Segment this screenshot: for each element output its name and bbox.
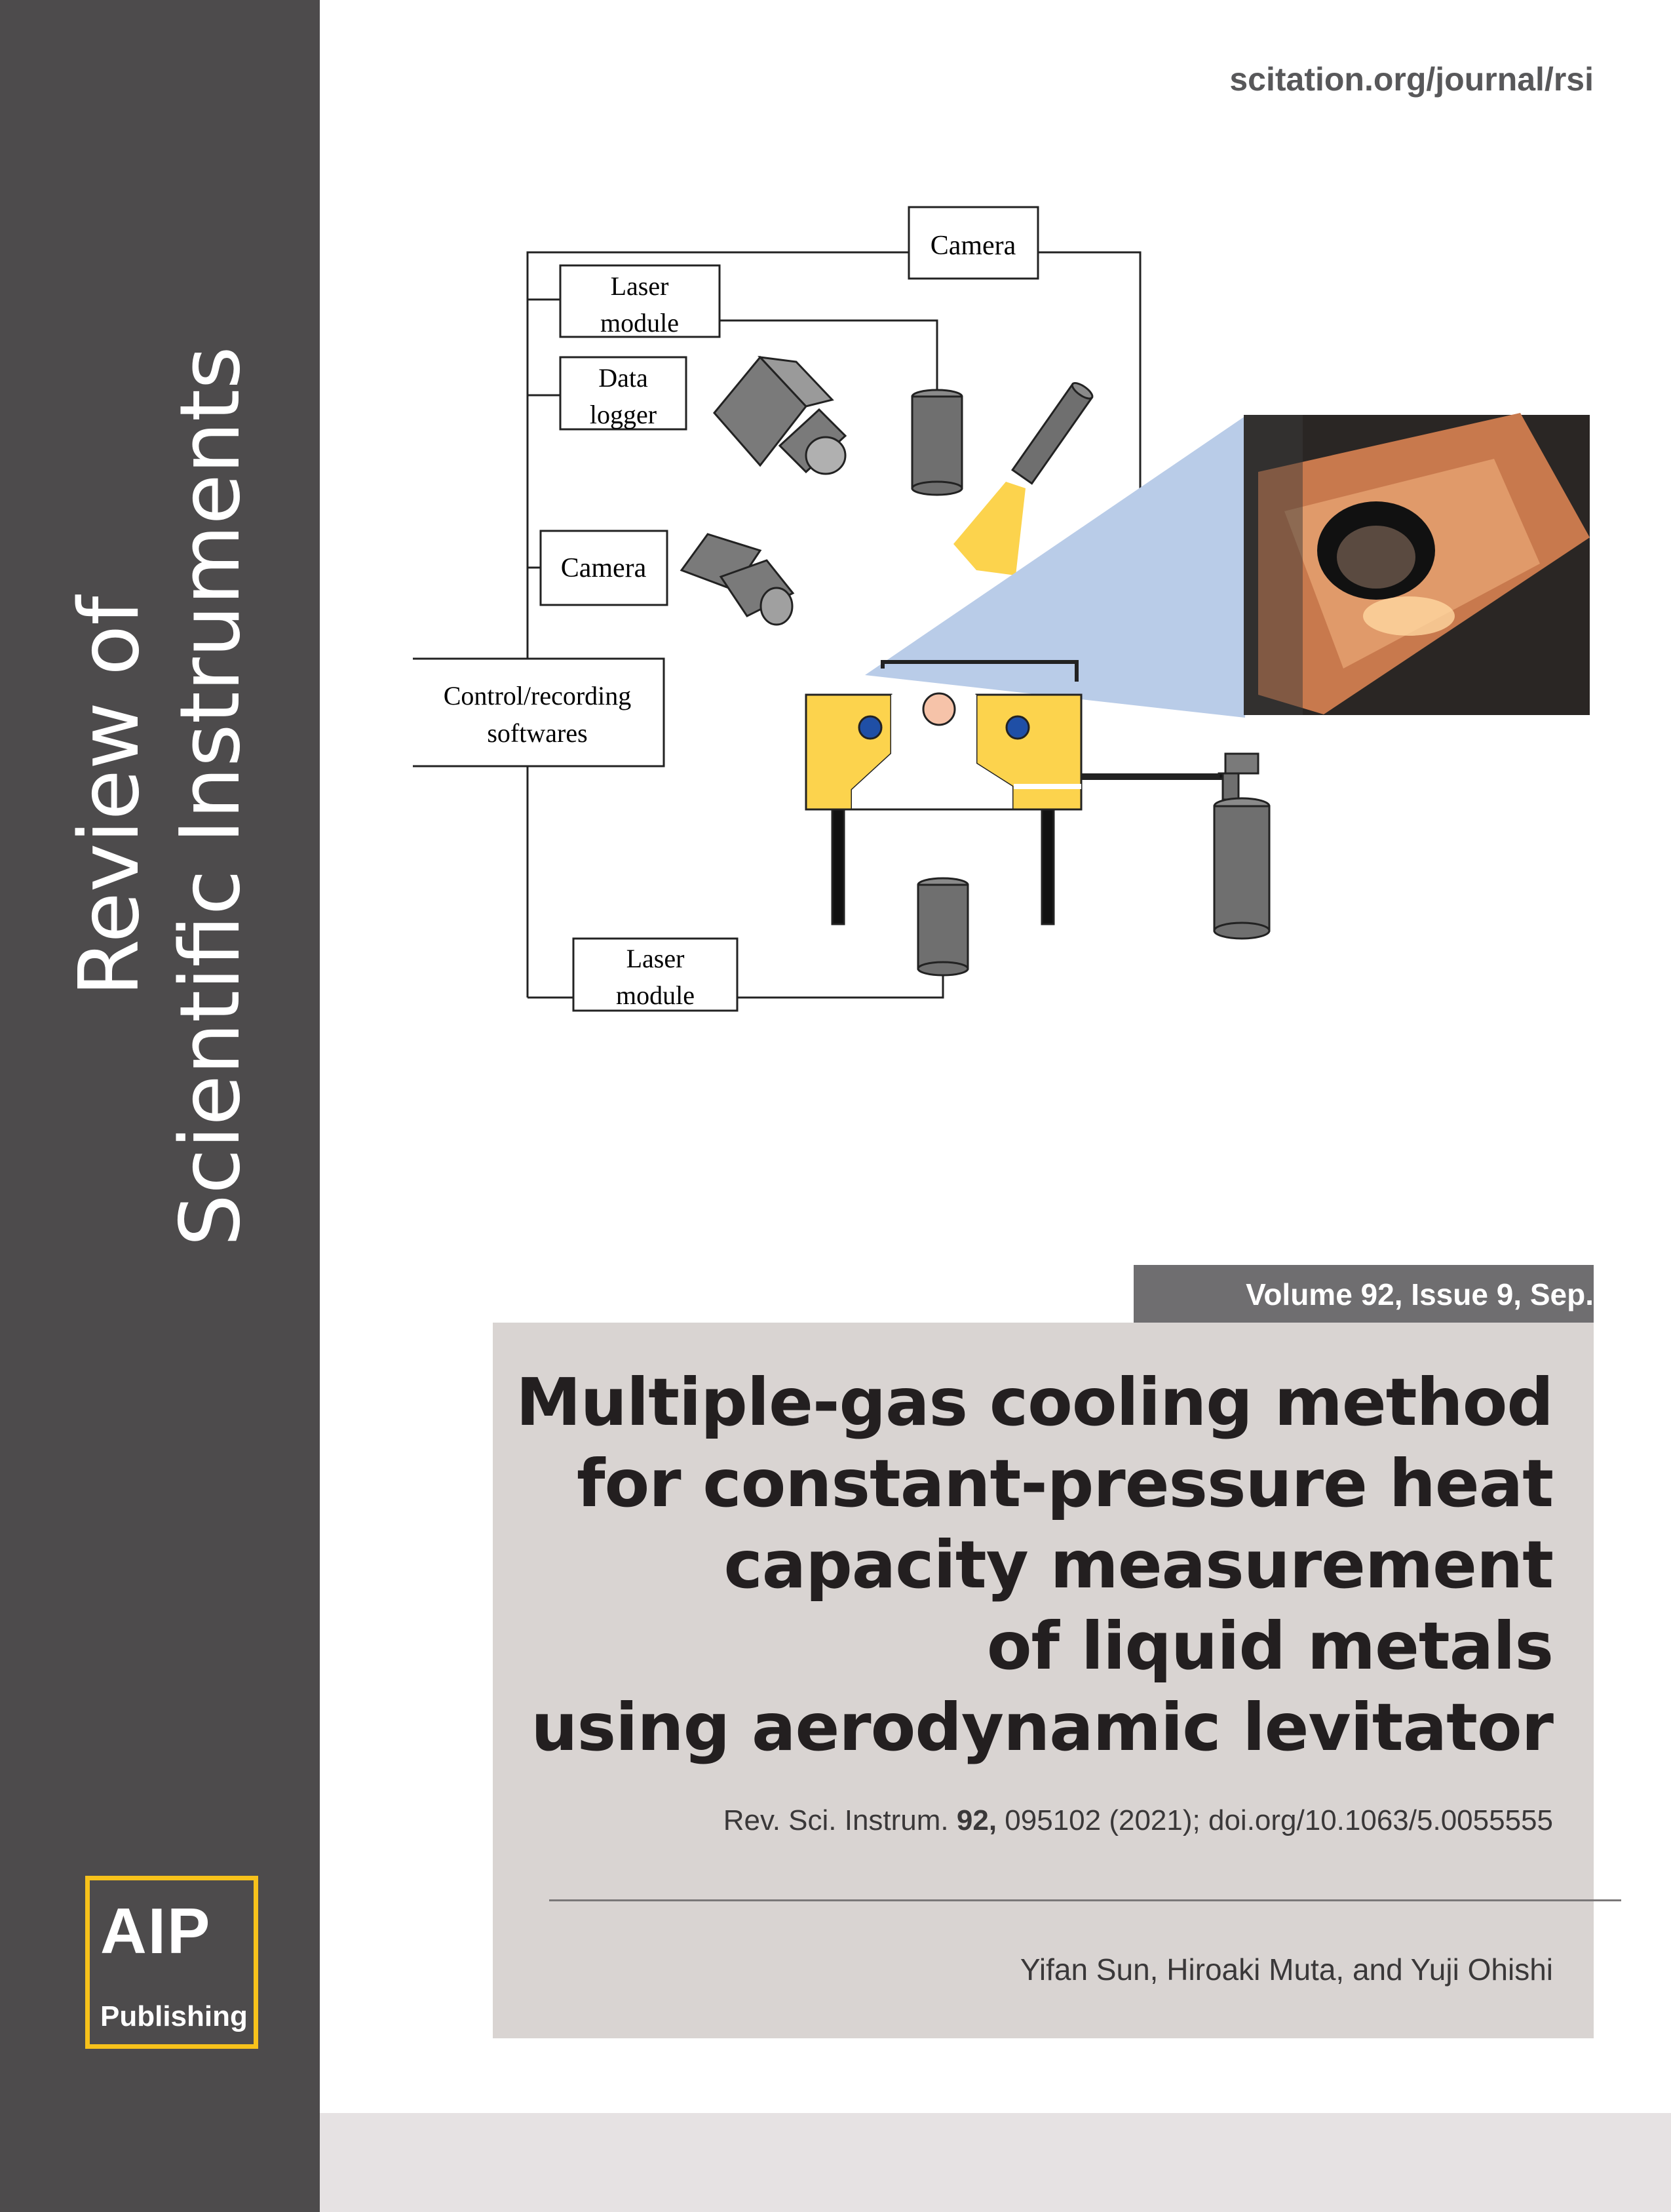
journal-url[interactable]: scitation.org/journal/rsi bbox=[1229, 61, 1594, 98]
aip-logo-text: AIP bbox=[100, 1895, 212, 1967]
article-title-line: of liquid metals bbox=[986, 1608, 1553, 1684]
laser-bottom-label-2: module bbox=[616, 980, 695, 1010]
aip-publishing-logo[interactable] bbox=[85, 1876, 258, 2049]
footer-band bbox=[320, 2113, 1671, 2212]
camera-side-box bbox=[541, 531, 667, 605]
laser-bottom-label-1: Laser bbox=[626, 944, 685, 973]
levitator-photo bbox=[1244, 413, 1590, 715]
divider bbox=[549, 1899, 1621, 1901]
citation-suffix: 095102 (2021); doi.org/10.1063/5.0055555 bbox=[997, 1804, 1553, 1836]
pyrometer-bottom-icon bbox=[918, 878, 968, 975]
camera-side-label: Camera bbox=[560, 553, 647, 583]
article-authors: Yifan Sun, Hiroaki Muta, and Yuji Ohishi bbox=[1020, 1952, 1553, 1987]
article-panel bbox=[493, 1323, 1594, 2038]
article-title[interactable] bbox=[505, 1362, 1553, 1768]
laser-top-label-1: Laser bbox=[610, 271, 669, 301]
camera-icon bbox=[714, 357, 845, 474]
sidebar bbox=[0, 0, 320, 2212]
volume-issue-text: Volume 92, Issue 9, Sep. bbox=[1246, 1277, 1594, 1311]
camera-top-label: Camera bbox=[930, 231, 1016, 261]
article-title-line: Multiple-gas cooling method bbox=[516, 1364, 1553, 1441]
journal-title-line1: Review of bbox=[61, 596, 157, 997]
article-title-line: capacity measurement bbox=[723, 1526, 1553, 1603]
laser-module-top-box bbox=[560, 265, 720, 338]
setup-diagram bbox=[413, 197, 1612, 1049]
control-label-1: Control/recording bbox=[443, 681, 632, 710]
article-citation[interactable] bbox=[723, 1804, 1553, 1837]
citation-prefix: Rev. Sci. Instrum. bbox=[723, 1804, 957, 1836]
data-logger-box bbox=[560, 357, 686, 429]
citation-volume: 92, bbox=[956, 1804, 997, 1836]
control-label-2: softwares bbox=[487, 718, 588, 748]
camera-top-box bbox=[909, 207, 1038, 279]
article-title-line: for constant-pressure heat bbox=[576, 1445, 1553, 1522]
laser-top-label-2: module bbox=[600, 308, 679, 338]
logger-label-1: Data bbox=[598, 363, 648, 393]
control-software-box bbox=[413, 659, 664, 766]
aip-logo-subtext: Publishing bbox=[100, 2000, 248, 2032]
journal-title-line2: Scientific Instruments bbox=[162, 346, 258, 1247]
gas-cylinder-icon bbox=[1214, 754, 1269, 939]
article-title-line: using aerodynamic levitator bbox=[531, 1689, 1553, 1766]
pyrometer-icon bbox=[912, 390, 962, 495]
logger-label-2: logger bbox=[589, 400, 657, 429]
issue-volume-bar bbox=[1134, 1265, 1594, 1324]
laser-module-bottom-box bbox=[573, 939, 737, 1011]
camera-left-icon bbox=[682, 534, 793, 625]
journal-title bbox=[59, 239, 261, 1353]
